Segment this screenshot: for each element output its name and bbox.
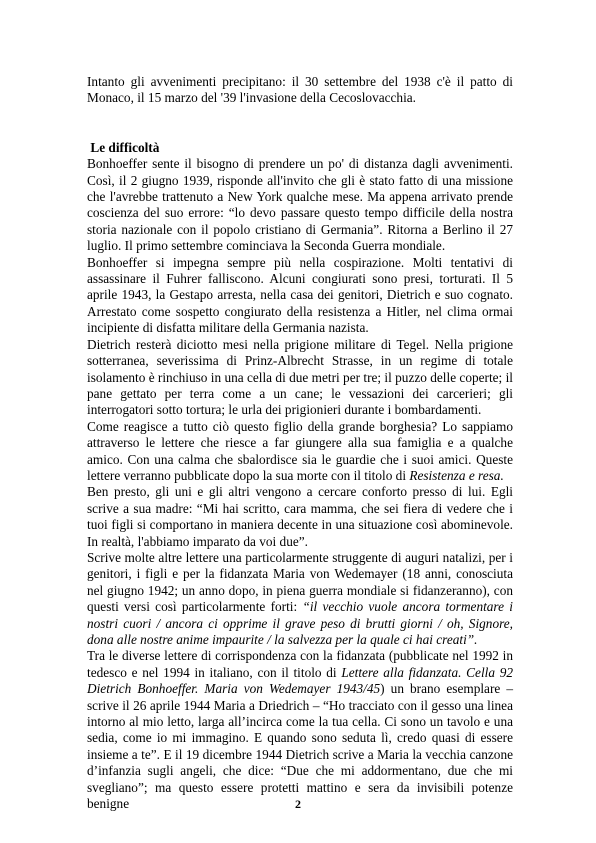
paragraph-letters-text: Come reagisce a tutto ciò questo figlio della grande borghesia? Lo sappiamo attraverso le lettere che riesce a far giungere alla sua famiglia e a qualche amico. Con una calma che sbalordisce sia le guardie che i suoi amici. Queste lettere verranno pubblicate dopo la sua morte con il titolo di xyxy=(87,418,513,483)
paragraph-letters xyxy=(87,419,513,485)
page-number: 2 xyxy=(295,797,301,811)
paragraph-fiancee-text-a: Tra le diverse lettere di corrispondenza con la fidanzata (pubblicate nel 1992 in tedesco e nel 1994 in italiano, con il titolo di xyxy=(87,648,513,680)
paragraph-fiancee-text-b: ) un brano esemplare – scrive il 26 aprile 1944 Maria a Driedrich – “Ho tracciato con il gesso una linea intorno al mio letto, larga all’incirca come la tua cella. Ci sono un tavolo e una sedia, come io mi immagino. E quando sono seduta lì, credo quasi di essere insieme a te”. E il 19 dicembre 1944 Dietrich scrive a Maria la vecchia canzone d’infanzia sugli angeli, che dice: “Due che mi addormentano, due che mi svegliano”; ma questo essere protetti mattino e sera da invisibili potenze benigne xyxy=(87,681,513,812)
paragraph-fiancee xyxy=(87,648,513,812)
paragraph-christmas-text: Scrive molte altre lettere una particolarmente struggente di auguri natalizi, per i genitori, i figli e per la fidanzata Maria von Wedemayer (18 anni, conosciuta nel giugno 1942; un anno dopo, in piena guerra mondiale si fidanzeranno), con questi versi così particolarmente forti: xyxy=(87,549,513,615)
paragraph-prison: Dietrich resterà diciotto mesi nella prigione militare di Tegel. Nella prigione sotterranea, severissima di Prinz-Albrecht Strasse, in un regime di totale isolamento è rinchiuso in una cella di due metri per tre; il puzzo delle coperte; il pane gettato per terra come a un cane; le vessazioni dei carcerieri; gli interrogatori sotto tortura; le urla dei prigionieri durante i bombardamenti. xyxy=(87,336,513,418)
text-column xyxy=(87,74,513,812)
paragraph-new-york: Bonhoeffer sente il bisogno di prendere un po' di distanza dagli avvenimenti. Così, il 2 giugno 1939, risponde all'invito che gli è stato fatto di una missione che l'avrebbe trattenuto a New York qualche mese. Ma appena arrivato prende coscienza del suo errore: “lo devo passare questo tempo difficile della nostra storia nazionale con il popolo cristiano di Germania”. Ritorna a Berlino il 27 luglio. Il primo settembre cominciava la Seconda Guerra mondiale. xyxy=(87,156,513,254)
paragraph-christmas-letter xyxy=(87,550,513,648)
paragraph-mother-letter: Ben presto, gli uni e gli altri vengono a cercare conforto presso di lui. Egli scrive a sua madre: “Mi hai scritto, cara mamma, che sei fiera di vedere che i tuoi figli si comportano in maniera decente in una situazione così abominevole. In realtà, l'abbiamo imparato da voi due”. xyxy=(87,484,513,549)
section-heading-text: Le difficoltà xyxy=(90,139,160,155)
book-title-lettere: Lettere alla fidanzata. Cella 92 Dietrich Bonhoeffer. Maria von Wedemayer 1943/45 xyxy=(87,664,513,697)
poem-quote: “il vecchio vuole ancora tormentare i nostri cuori / ancora ci opprime il grave peso di brutti giorni / oh, Signore, dona alle nostre anime impaurite / la salvezza per la quale ci hai creati”. xyxy=(87,599,513,647)
book-title-resistenza: Resistenza e resa. xyxy=(409,467,504,483)
intro-paragraph: Intanto gli avvenimenti precipitano: il 30 settembre del 1938 c'è il patto di Monaco, il 15 marzo del '39 l'invasione della Cecoslovacchia. xyxy=(87,74,513,106)
paragraph-conspiracy: Bonhoeffer si impegna sempre più nella cospirazione. Molti tentativi di assassinare il Fuhrer falliscono. Alcuni congiurati sono presi, torturati. Il 5 aprile 1943, la Gestapo arresta, nella casa dei genitori, Dietrich e suo cognato. Arrestato come sospetto congiurato della resistenza a Hitler, nel clima ormai incipiente di disfatta militare della Germania nazista. xyxy=(87,254,513,336)
section-heading xyxy=(87,140,513,156)
